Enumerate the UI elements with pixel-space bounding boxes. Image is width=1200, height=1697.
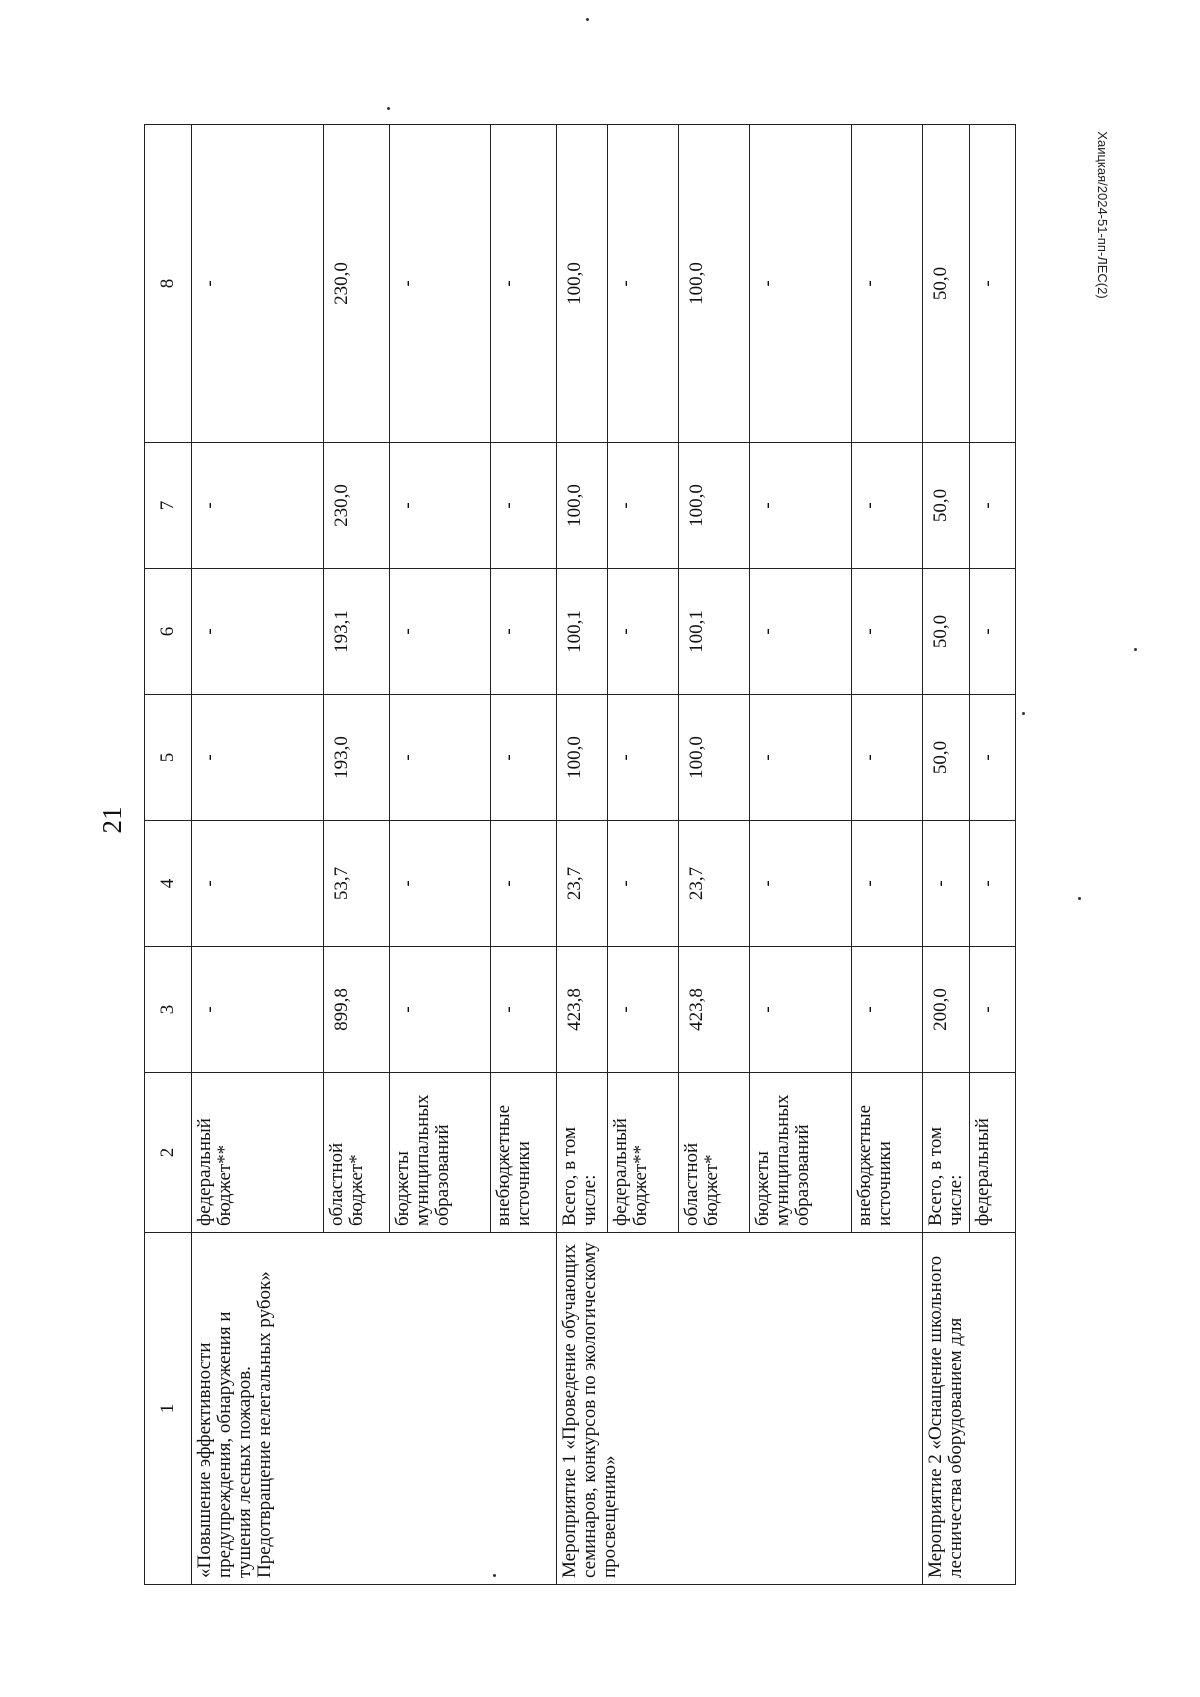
value-cell: - — [389, 695, 490, 821]
scan-speck — [586, 18, 589, 21]
value-cell: - — [608, 125, 679, 443]
scan-speck — [1078, 897, 1081, 900]
value-cell: 423,8 — [679, 947, 750, 1073]
value-cell: - — [750, 695, 851, 821]
scan-speck — [1022, 712, 1025, 715]
value-cell: - — [389, 569, 490, 695]
funding-source: федеральный бюджет** — [192, 1073, 324, 1233]
value-cell: 23,7 — [557, 821, 608, 947]
value-cell: - — [192, 569, 324, 695]
column-header: 7 — [145, 443, 192, 569]
value-cell: - — [750, 569, 851, 695]
value-cell: 100,1 — [557, 569, 608, 695]
value-cell: - — [970, 695, 1016, 821]
funding-source: Всего, в том числе: — [557, 1073, 608, 1233]
value-cell: - — [851, 443, 922, 569]
activity-title: Мероприятие 2 «Оснащение школьного лесничества оборудованием для — [922, 1233, 1015, 1585]
scan-speck — [493, 1574, 496, 1577]
value-cell: 230,0 — [323, 125, 389, 443]
value-cell: - — [750, 821, 851, 947]
value-cell: - — [608, 695, 679, 821]
funding-source: Всего, в том числе: — [922, 1073, 970, 1233]
table-row — [192, 125, 324, 1585]
value-cell: - — [750, 947, 851, 1073]
value-cell: - — [851, 821, 922, 947]
value-cell: - — [192, 947, 324, 1073]
value-cell: 200,0 — [922, 947, 970, 1073]
value-cell: 100,0 — [679, 125, 750, 443]
value-cell: - — [851, 569, 922, 695]
column-header: 6 — [145, 569, 192, 695]
value-cell: - — [750, 443, 851, 569]
budget-table — [144, 124, 1016, 1585]
value-cell: - — [750, 125, 851, 443]
value-cell: - — [389, 443, 490, 569]
scan-speck — [387, 107, 390, 110]
value-cell: - — [491, 125, 557, 443]
value-cell: - — [389, 947, 490, 1073]
value-cell: - — [970, 821, 1016, 947]
value-cell: - — [491, 947, 557, 1073]
funding-source: внебюджетные источники — [491, 1073, 557, 1233]
value-cell: - — [389, 821, 490, 947]
value-cell: 899,8 — [323, 947, 389, 1073]
value-cell: - — [851, 695, 922, 821]
value-cell: - — [851, 125, 922, 443]
funding-source: федеральный бюджет** — [608, 1073, 679, 1233]
scan-speck — [1134, 648, 1137, 651]
document-code: Хаицкая/2024-51-пп-ЛЕС(2) — [1095, 131, 1110, 299]
value-cell: 53,7 — [323, 821, 389, 947]
value-cell: 50,0 — [922, 443, 970, 569]
value-cell: 50,0 — [922, 695, 970, 821]
value-cell: - — [491, 443, 557, 569]
table-container — [144, 125, 1016, 1585]
page-number: 21 — [97, 806, 127, 834]
value-cell: 100,0 — [557, 695, 608, 821]
value-cell: - — [970, 569, 1016, 695]
value-cell: 100,0 — [557, 443, 608, 569]
value-cell: - — [970, 125, 1016, 443]
value-cell: - — [608, 569, 679, 695]
value-cell: 100,0 — [679, 443, 750, 569]
header-row — [145, 125, 192, 1585]
value-cell: 230,0 — [323, 443, 389, 569]
value-cell: 193,0 — [323, 695, 389, 821]
value-cell: - — [192, 443, 324, 569]
table-row — [922, 125, 970, 1585]
value-cell: - — [192, 125, 324, 443]
value-cell: 50,0 — [922, 125, 970, 443]
value-cell: - — [192, 695, 324, 821]
funding-source: бюджеты муниципальных образований — [750, 1073, 851, 1233]
value-cell: - — [389, 125, 490, 443]
value-cell: 100,0 — [557, 125, 608, 443]
value-cell: - — [970, 443, 1016, 569]
column-header: 3 — [145, 947, 192, 1073]
funding-source: внебюджетные источники — [851, 1073, 922, 1233]
value-cell: 100,0 — [679, 695, 750, 821]
value-cell: - — [491, 569, 557, 695]
table-body — [192, 125, 1016, 1585]
funding-source: федеральный — [970, 1073, 1016, 1233]
value-cell: - — [491, 695, 557, 821]
table-row — [557, 125, 608, 1585]
value-cell: 193,1 — [323, 569, 389, 695]
value-cell: 50,0 — [922, 569, 970, 695]
column-header: 5 — [145, 695, 192, 821]
value-cell: 100,1 — [679, 569, 750, 695]
value-cell: - — [922, 821, 970, 947]
column-header: 1 — [145, 1233, 192, 1585]
activity-title: «Повышение эффективности предупреждения, обнаружения и тушения лесных пожаров. Предотвращение нелегальных рубок» — [192, 1233, 557, 1585]
value-cell: - — [491, 821, 557, 947]
funding-source: областной бюджет* — [323, 1073, 389, 1233]
value-cell: - — [608, 947, 679, 1073]
value-cell: - — [851, 947, 922, 1073]
activity-title: Мероприятие 1 «Проведение обучающих семинаров, конкурсов по экологическому просвещению» — [557, 1233, 922, 1585]
column-header: 4 — [145, 821, 192, 947]
value-cell: - — [192, 821, 324, 947]
column-header: 2 — [145, 1073, 192, 1233]
value-cell: 423,8 — [557, 947, 608, 1073]
value-cell: - — [608, 821, 679, 947]
column-header: 8 — [145, 125, 192, 443]
funding-source: областной бюджет* — [679, 1073, 750, 1233]
value-cell: - — [970, 947, 1016, 1073]
value-cell: - — [608, 443, 679, 569]
funding-source: бюджеты муниципальных образований — [389, 1073, 490, 1233]
value-cell: 23,7 — [679, 821, 750, 947]
